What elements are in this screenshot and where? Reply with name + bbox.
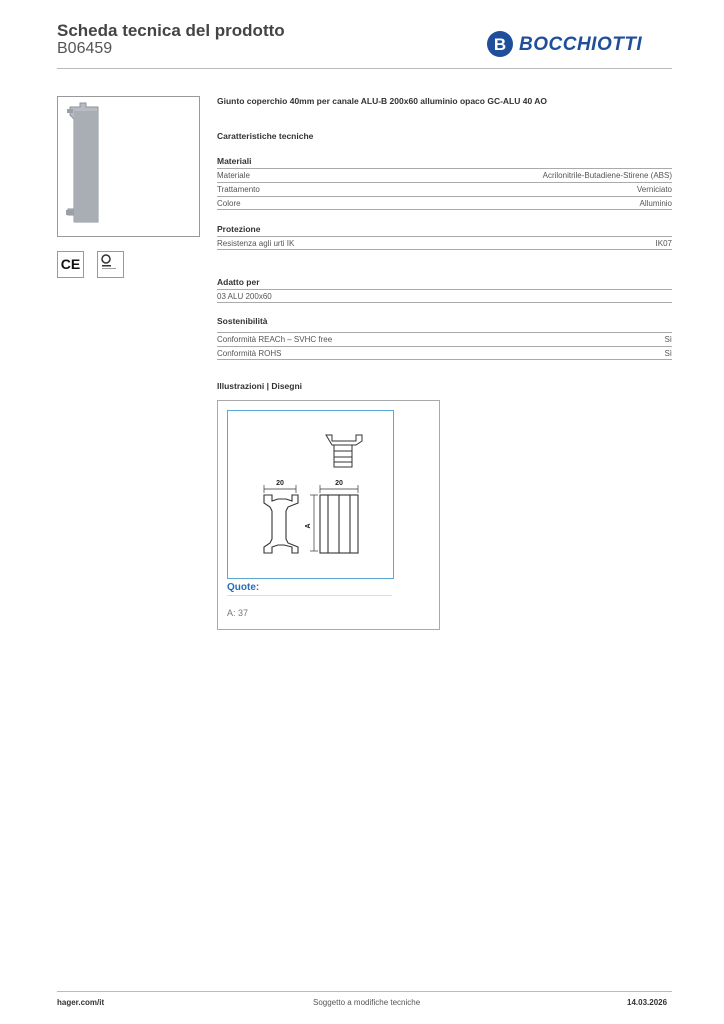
section-title-sostenibilita: Sostenibilità [217,316,268,326]
spec-value: Sì [664,335,672,344]
header-divider [57,68,672,69]
section-sostenibilita [217,332,672,360]
spec-label: Trattamento [217,185,260,194]
section-title-adatto: Adatto per [217,277,260,287]
section-title-materiali: Materiali [217,156,252,166]
footer-date: 14.03.2026 [627,998,668,1007]
brand-logo-icon [486,30,516,58]
spec-row [217,168,672,182]
spec-label: Conformità REACh – SVHC free [217,335,333,344]
spec-label: Materiale [217,171,250,180]
spec-row [217,346,672,360]
spec-label: Colore [217,198,241,208]
spec-value: Verniciato [636,185,672,194]
spec-row [217,332,672,346]
illustrations-heading: Illustrazioni | Disegni [217,381,303,391]
quote-divider [227,595,392,596]
quote-value: A: 37 [227,608,249,618]
ul-icon [97,251,124,278]
ce-mark: CE [57,251,84,278]
spec-value: Alluminio [639,198,672,208]
quote-label: Quote: [227,582,260,593]
spec-value: Sì [664,348,672,358]
spec-label: Resistenza agli urti IK [217,238,295,248]
spec-row [217,289,672,303]
spec-value: IK07 [655,238,672,248]
spec-row [217,182,672,196]
dim-label-left: 20 [276,480,284,487]
page-title: Scheda tecnica del prodotto [57,21,285,40]
product-description: Giunto coperchio 40mm per canale ALU-B 200x60 alluminio opaco GC-ALU 40 AO [217,96,548,106]
product-photo [58,97,199,236]
specs-heading: Caratteristiche tecniche [217,131,314,141]
dim-label-right: 20 [335,480,343,487]
footer-note: Soggetto a modifiche tecniche [313,998,421,1007]
svg-text:B: B [493,35,507,54]
brand-logo [486,30,668,58]
section-adatto [217,289,672,303]
dimension-drawing [228,411,393,578]
section-protezione [217,236,672,250]
spec-row [217,196,672,210]
spec-label: 03 ALU 200x60 [217,291,272,301]
spec-row [217,236,672,250]
section-title-protezione: Protezione [217,224,261,234]
technical-drawing [217,400,440,630]
footer-divider [57,991,672,992]
product-code: B06459 [57,40,113,57]
drawing-frame [227,410,394,579]
product-image [57,96,200,237]
section-materiali [217,168,672,210]
brand-name: BOCCHIOTTI [519,34,643,55]
footer-website-link[interactable]: hager.com/it [57,998,105,1007]
dim-label-a: A [305,523,312,529]
spec-label: Conformità ROHS [217,348,282,358]
spec-value: Acrilonitrile-Butadiene-Stirene (ABS) [542,171,672,180]
